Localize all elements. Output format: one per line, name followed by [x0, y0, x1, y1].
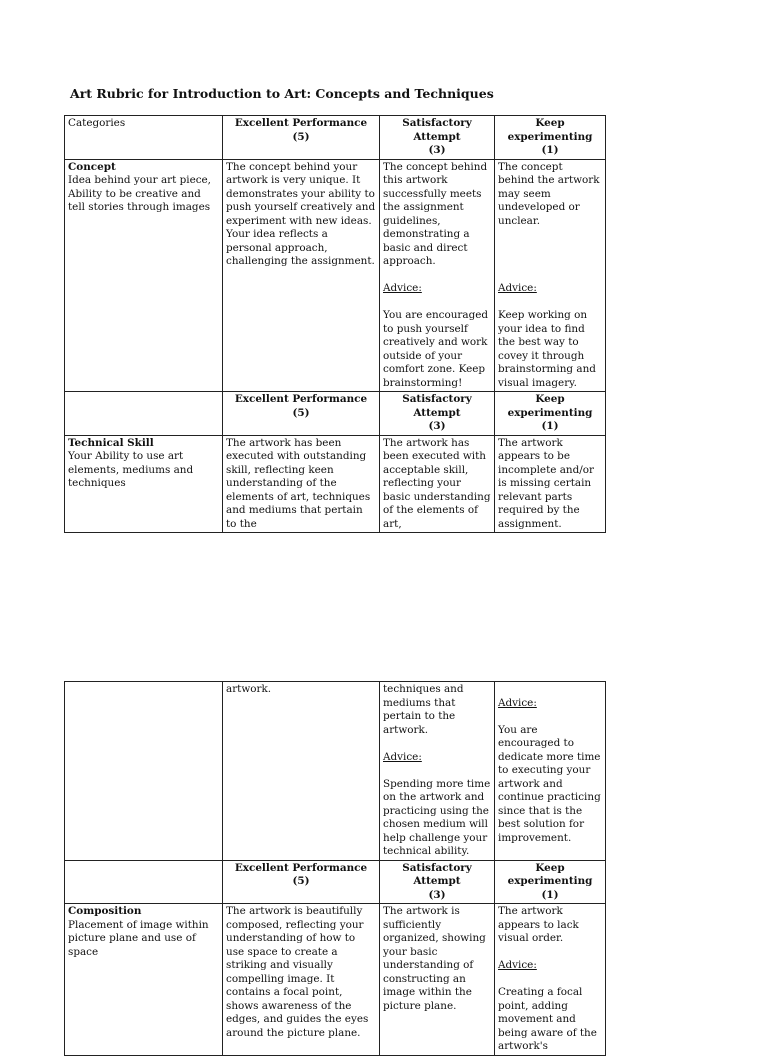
- rubric-table-page-2: [64, 681, 606, 1056]
- concept-name: Concept: [68, 160, 116, 173]
- composition-name: Composition: [68, 905, 142, 917]
- technical-name: Technical Skill: [68, 436, 154, 449]
- technical-skill-continued-row: [65, 682, 606, 861]
- advice-label: Advice:: [383, 750, 422, 763]
- composition-excellent-cell: The artwork is beautifully composed, reflecting your understanding of how to use space to create a striking and visually compelling image. It contains a focal point, shows awareness of the edges, and guides the eyes around the picture plane.: [223, 904, 380, 1056]
- technical-skill-row: [65, 435, 606, 533]
- composition-satisfactory-cell: The artwork is sufficiently organized, showing your basic understanding of constructing an image within the picture plane.: [380, 904, 495, 1056]
- excellent-header: Excellent Performance (5): [223, 392, 380, 436]
- technical-excellent-cell: The artwork has been executed with outstanding skill, reflecting keen understanding of the elements of art, techniques and mediums that pertain to the: [223, 435, 380, 533]
- technical-description: Your Ability to use art elements, mediums and techniques: [68, 450, 194, 489]
- keep-experimenting-header: Keep experimenting (1): [495, 116, 606, 160]
- composition-row: [65, 904, 606, 1056]
- composition-category-cell: [65, 904, 223, 1056]
- technical-keep-cell: The artwork appears to be incomplete and/or is missing certain relevant parts required by the assignment.: [495, 435, 606, 533]
- satisfactory-header: Satisfactory Attempt (3): [380, 392, 495, 436]
- technical-satisfactory-cont-cell: techniques and mediums that pertain to the artwork. Advice: Spending more time on the artwork and practicing using the chosen medium will help challenge your technical ability.: [380, 682, 495, 861]
- excellent-header: Excellent Performance (5): [223, 860, 380, 904]
- header-row: [65, 860, 606, 904]
- concept-row: [65, 159, 606, 392]
- keep-experimenting-header: Keep experimenting (1): [495, 392, 606, 436]
- page-title: Art Rubric for Introduction to Art: Concepts and Techniques: [70, 86, 494, 101]
- concept-category-cell: [65, 159, 223, 392]
- rubric-table-page-1: [64, 115, 606, 533]
- satisfactory-header: Satisfactory Attempt (3): [380, 860, 495, 904]
- technical-satisfactory-cell: The artwork has been executed with acceptable skill, reflecting your basic understanding of the elements of art,: [380, 435, 495, 533]
- composition-description: Placement of image within picture plane and use of space: [68, 918, 209, 958]
- concept-description: Idea behind your art piece, Ability to be creative and tell stories through images: [68, 174, 211, 213]
- technical-keep-cont-cell: Advice: You are encouraged to dedicate more time to executing your artwork and continue practicing since that is the best solution for improvement.: [495, 682, 606, 861]
- satisfactory-header: Satisfactory Attempt (3): [380, 116, 495, 160]
- technical-excellent-cont-cell: artwork.: [223, 682, 380, 861]
- excellent-header: Excellent Performance (5): [223, 116, 380, 160]
- header-row: [65, 392, 606, 436]
- advice-label: Advice:: [498, 696, 537, 709]
- advice-label: Advice:: [498, 959, 537, 971]
- advice-label: Advice:: [383, 282, 422, 294]
- technical-category-cell: [65, 435, 223, 533]
- advice-label: Advice:: [498, 282, 537, 294]
- composition-keep-cell: The artwork appears to lack visual order. Advice: Creating a focal point, adding movement and being aware of the artwork's: [495, 904, 606, 1056]
- concept-satisfactory-cell: The concept behind this artwork successfully meets the assignment guidelines, demonstrating a basic and direct approach. Advice: You are encouraged to push yourself creatively and work outside of your comfort zone. Keep brainstorming!: [380, 159, 495, 392]
- header-row: [65, 116, 606, 160]
- concept-keep-cell: The concept behind the artwork may seem undeveloped or unclear. Advice: Keep working on your idea to find the best way to covey it through brainstorming and visual imagery.: [495, 159, 606, 392]
- keep-experimenting-header: Keep experimenting (1): [495, 860, 606, 904]
- categories-header: Categories: [65, 116, 223, 160]
- concept-excellent-cell: The concept behind your artwork is very unique. It demonstrates your ability to push yourself creatively and experiment with new ideas. Your idea reflects a personal approach, challenging the assignment.: [223, 159, 380, 392]
